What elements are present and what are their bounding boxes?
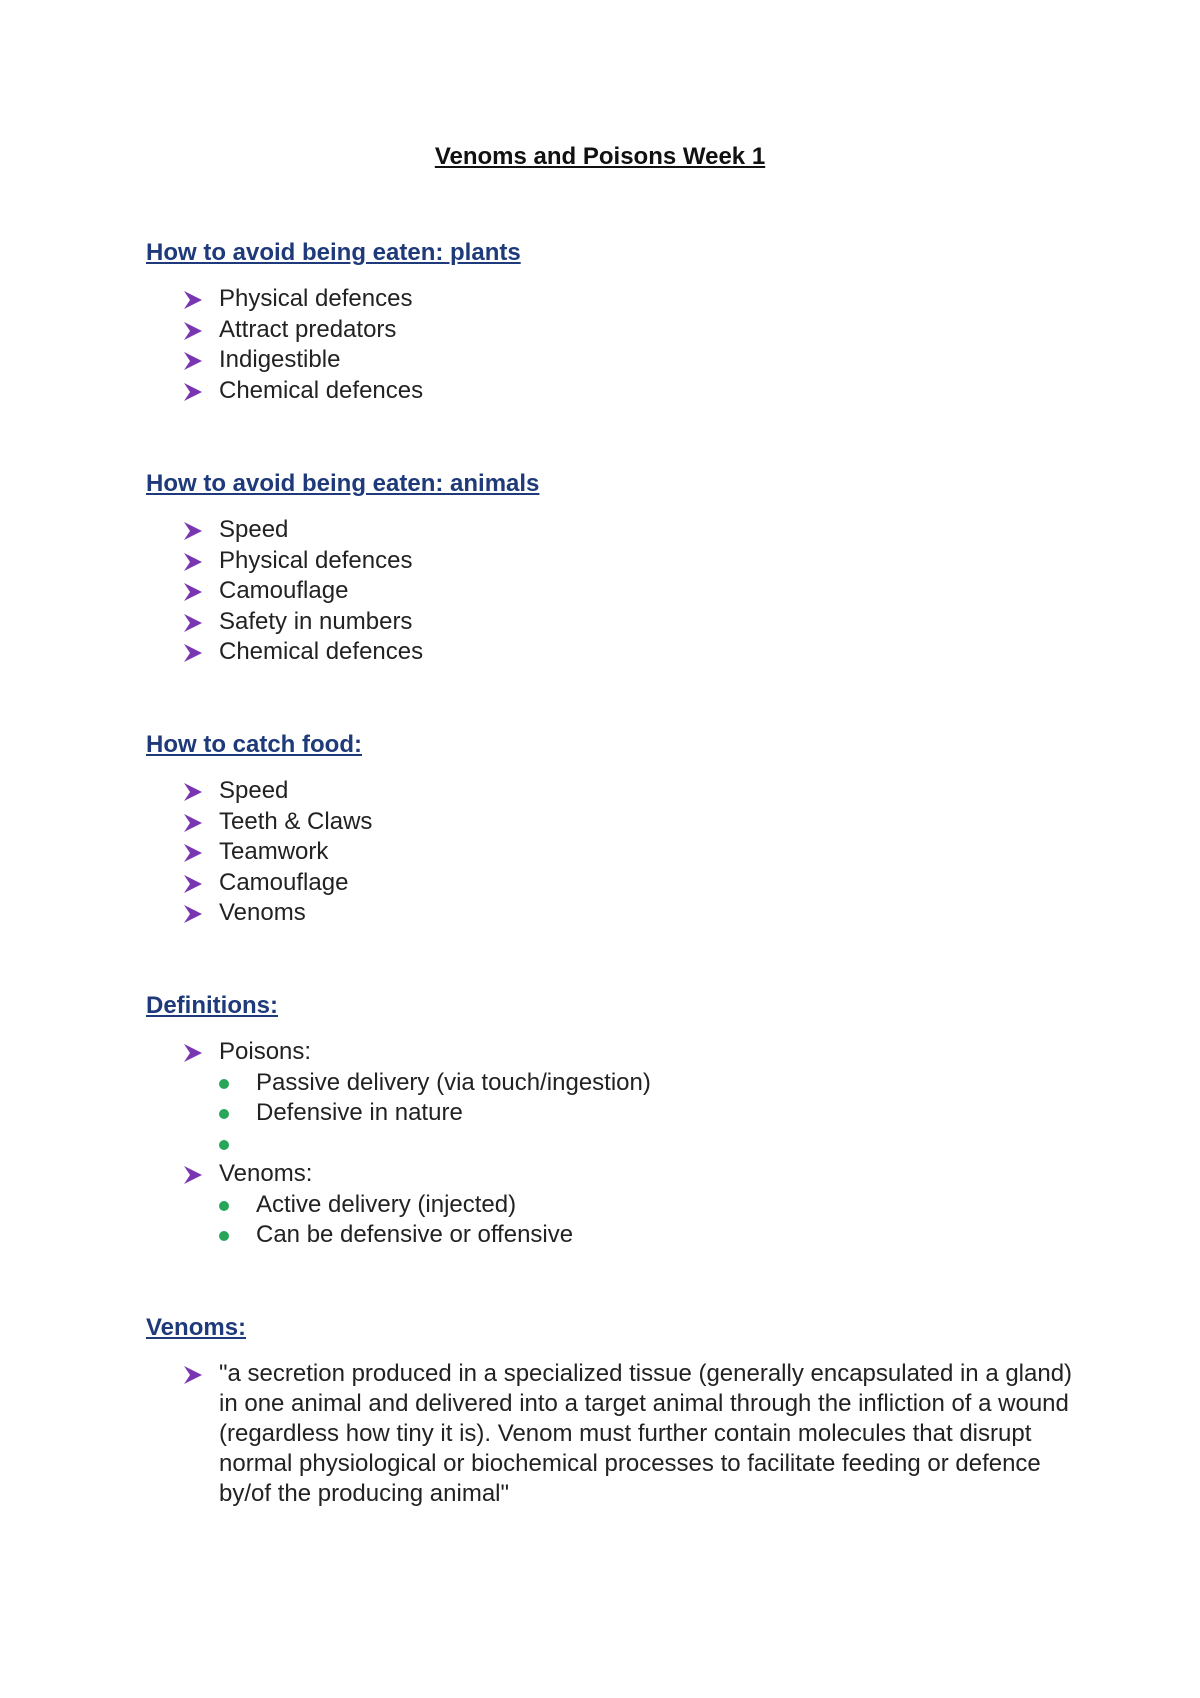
list-item: Speed	[183, 515, 1086, 546]
arrow-bullet-icon	[183, 643, 203, 663]
poisons-sublist	[183, 1068, 1086, 1160]
arrow-bullet-icon	[183, 582, 203, 602]
section-heading-venoms: Venoms:	[146, 1314, 247, 1341]
list-item: Physical defences	[183, 284, 1086, 315]
section-heading-definitions: Definitions:	[146, 992, 278, 1019]
venom-definition-quote: "a secretion produced in a specialized tissue (generally encapsulated in a gland) in one animal and delivered into a target animal through the infliction of a wound (regardless how tiny it is). Venom must further contain molecules that disrupt normal physiological or biochemical processes to facilitate feeding or defence by/of the producing animal"	[219, 1360, 1073, 1507]
list-item: Physical defences	[183, 546, 1086, 577]
section-heading-plants: How to avoid being eaten: plants	[146, 239, 521, 266]
venoms-sublist	[183, 1190, 1086, 1251]
definitions-list	[146, 1037, 1086, 1251]
section-animals	[146, 467, 1086, 668]
dot-bullet-icon	[219, 1079, 229, 1089]
arrow-bullet-icon	[183, 874, 203, 894]
arrow-bullet-icon	[183, 382, 203, 402]
list-item: Chemical defences	[183, 376, 1086, 407]
section-plants	[146, 236, 1086, 406]
list-item: Teamwork	[183, 837, 1086, 868]
sub-list-item: Passive delivery (via touch/ingestion)	[219, 1068, 1086, 1099]
arrow-bullet-icon	[183, 521, 203, 541]
sub-list-item: Active delivery (injected)	[219, 1190, 1086, 1221]
sub-list-item: Defensive in nature	[219, 1098, 1086, 1129]
list-item: Speed	[183, 776, 1086, 807]
arrow-bullet-icon	[183, 904, 203, 924]
sub-list-item	[219, 1129, 1086, 1160]
dot-bullet-icon	[219, 1140, 229, 1150]
animals-list	[146, 515, 1086, 668]
dot-bullet-icon	[219, 1109, 229, 1119]
section-heading-catch-food: How to catch food:	[146, 731, 362, 758]
arrow-bullet-icon	[183, 552, 203, 572]
section-heading-animals: How to avoid being eaten: animals	[146, 470, 540, 497]
arrow-bullet-icon	[183, 1165, 203, 1185]
list-item-venoms: Venoms: Active delivery (injected) Can be defensive or offensive	[183, 1159, 1086, 1251]
dot-bullet-icon	[219, 1231, 229, 1241]
dot-bullet-icon	[219, 1201, 229, 1211]
arrow-bullet-icon	[183, 290, 203, 310]
document-title: Venoms and Poisons Week 1	[434, 143, 766, 170]
arrow-bullet-icon	[183, 782, 203, 802]
arrow-bullet-icon	[183, 351, 203, 371]
arrow-bullet-icon	[183, 843, 203, 863]
section-catch-food	[146, 728, 1086, 929]
section-definitions	[146, 989, 1086, 1251]
list-item: Teeth & Claws	[183, 807, 1086, 838]
arrow-bullet-icon	[183, 321, 203, 341]
arrow-bullet-icon	[183, 1365, 203, 1385]
catch-food-list	[146, 776, 1086, 929]
section-venoms	[146, 1311, 1086, 1509]
list-item: Venoms	[183, 898, 1086, 929]
arrow-bullet-icon	[183, 1043, 203, 1063]
list-item: Camouflage	[183, 868, 1086, 899]
list-item: Chemical defences	[183, 637, 1086, 668]
list-item: Attract predators	[183, 315, 1086, 346]
list-item-poisons: Poisons: Passive delivery (via touch/ingestion) Defensive in nature	[183, 1037, 1086, 1159]
plants-list	[146, 284, 1086, 406]
list-item: Safety in numbers	[183, 607, 1086, 638]
list-item: Camouflage	[183, 576, 1086, 607]
arrow-bullet-icon	[183, 813, 203, 833]
venoms-list	[146, 1359, 1086, 1509]
arrow-bullet-icon	[183, 613, 203, 633]
sub-list-item: Can be defensive or offensive	[219, 1220, 1086, 1251]
list-item-quote	[183, 1359, 1086, 1509]
list-item: Indigestible	[183, 345, 1086, 376]
